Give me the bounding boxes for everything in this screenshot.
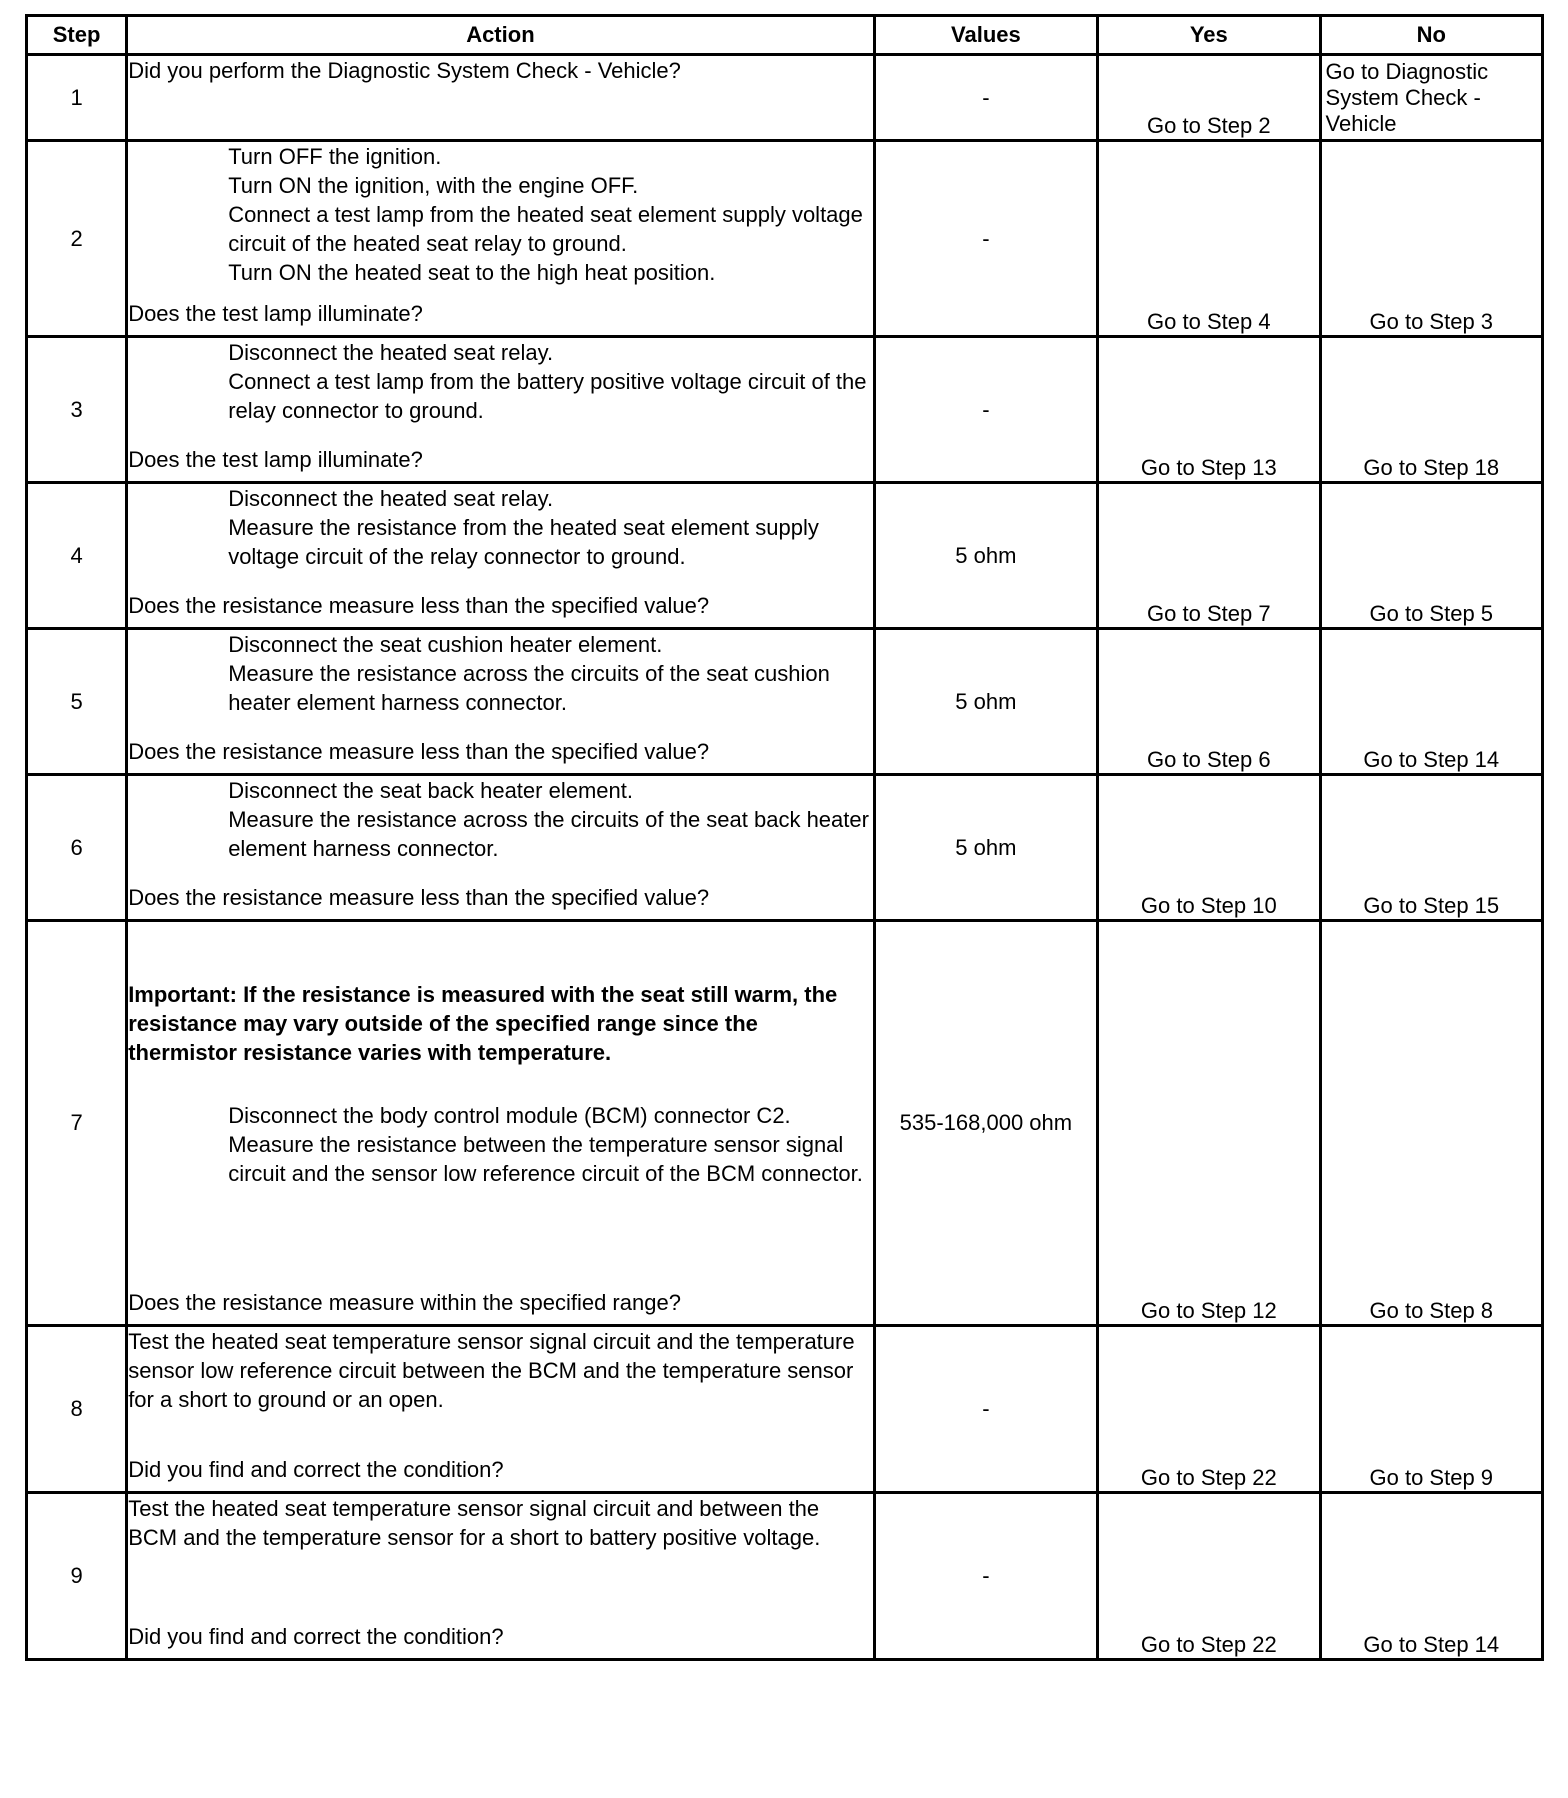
yes-cell: Go to Step 12 (1098, 921, 1320, 1326)
action-line: Measure the resistance from the heated seat element supply voltage circuit of the relay connector to ground. (228, 515, 819, 569)
question: Did you find and correct the condition? (128, 1624, 504, 1649)
no-cell: Go to Step 8 (1320, 921, 1542, 1326)
action-line: Measure the resistance across the circuits of the seat back heater element harness connector. (228, 807, 869, 861)
action-line: Measure the resistance across the circuits of the seat cushion heater element harness connector. (228, 661, 830, 715)
header-values: Values (874, 16, 1097, 55)
action-line: Disconnect the heated seat relay. (228, 486, 554, 511)
value-cell: 5 ohm (874, 483, 1097, 629)
no-cell: Go to Diagnostic System Check - Vehicle (1320, 55, 1542, 141)
action-cell (127, 141, 874, 337)
question: Does the test lamp illuminate? (128, 301, 423, 326)
action-line: Connect a test lamp from the battery positive voltage circuit of the relay connector to ground. (228, 369, 867, 423)
action-cell (127, 775, 874, 921)
table-row (27, 141, 1543, 337)
step-number: 5 (27, 629, 127, 775)
value-cell: 535-168,000 ohm (874, 921, 1097, 1326)
action-cell (127, 921, 874, 1326)
action-text: Test the heated seat temperature sensor signal circuit and between the BCM and the temperature sensor for a short to battery positive voltage. (128, 1496, 821, 1550)
step-number: 7 (27, 921, 127, 1326)
question: Does the test lamp illuminate? (128, 447, 423, 472)
question: Does the resistance measure less than the specified value? (128, 593, 710, 618)
important-note: Important: If the resistance is measured with the seat still warm, the resistance may vary outside of the specified range since the thermistor resistance varies with temperature. (128, 982, 838, 1065)
yes-cell: Go to Step 6 (1098, 629, 1320, 775)
question: Does the resistance measure less than the specified value? (128, 739, 710, 764)
table-row (27, 775, 1543, 921)
header-step: Step (27, 16, 127, 55)
question: Did you find and correct the condition? (128, 1457, 504, 1482)
action-text: Test the heated seat temperature sensor signal circuit and the temperature sensor low reference circuit between the BCM and the temperature sensor for a short to ground or an open. (128, 1329, 855, 1412)
header-no: No (1320, 16, 1542, 55)
action-line: Disconnect the seat cushion heater element. (228, 632, 663, 657)
action-line: Disconnect the body control module (BCM) connector C2. (228, 1103, 791, 1128)
yes-cell: Go to Step 10 (1098, 775, 1320, 921)
step-number: 1 (27, 55, 127, 141)
no-cell: Go to Step 9 (1320, 1326, 1542, 1493)
value-cell: - (874, 141, 1097, 337)
action-line: Connect a test lamp from the heated seat element supply voltage circuit of the heated seat relay to ground. (228, 202, 863, 256)
question: Did you perform the Diagnostic System Check - Vehicle? (128, 58, 681, 83)
value-cell: - (874, 55, 1097, 141)
action-line: Disconnect the seat back heater element. (228, 778, 633, 803)
table-row (27, 337, 1543, 483)
yes-cell: Go to Step 4 (1098, 141, 1320, 337)
header-yes: Yes (1098, 16, 1320, 55)
step-number: 8 (27, 1326, 127, 1493)
yes-cell: Go to Step 7 (1098, 483, 1320, 629)
action-cell (127, 1493, 874, 1660)
yes-cell: Go to Step 22 (1098, 1326, 1320, 1493)
no-cell: Go to Step 15 (1320, 775, 1542, 921)
table-row (27, 921, 1543, 1326)
action-cell (127, 337, 874, 483)
action-cell (127, 55, 874, 141)
action-cell (127, 1326, 874, 1493)
action-cell (127, 483, 874, 629)
step-number: 6 (27, 775, 127, 921)
diagnostic-table (25, 14, 1544, 1661)
table-row (27, 55, 1543, 141)
yes-cell: Go to Step 22 (1098, 1493, 1320, 1660)
question: Does the resistance measure within the specified range? (128, 1290, 681, 1315)
table-row (27, 483, 1543, 629)
step-number: 2 (27, 141, 127, 337)
table-row (27, 1493, 1543, 1660)
question: Does the resistance measure less than the specified value? (128, 885, 710, 910)
action-line: Turn OFF the ignition. (228, 144, 442, 169)
value-cell: - (874, 1326, 1097, 1493)
no-cell: Go to Step 5 (1320, 483, 1542, 629)
no-cell: Go to Step 3 (1320, 141, 1542, 337)
no-cell: Go to Step 14 (1320, 1493, 1542, 1660)
value-cell: 5 ohm (874, 629, 1097, 775)
step-number: 9 (27, 1493, 127, 1660)
table-row (27, 1326, 1543, 1493)
value-cell: - (874, 1493, 1097, 1660)
header-row (27, 16, 1543, 55)
action-line: Turn ON the heated seat to the high heat position. (228, 260, 716, 285)
header-action: Action (127, 16, 874, 55)
step-number: 4 (27, 483, 127, 629)
value-cell: 5 ohm (874, 775, 1097, 921)
yes-cell: Go to Step 13 (1098, 337, 1320, 483)
action-line: Turn ON the ignition, with the engine OFF. (228, 173, 639, 198)
value-cell: - (874, 337, 1097, 483)
action-line: Measure the resistance between the temperature sensor signal circuit and the sensor low reference circuit of the BCM connector. (228, 1132, 863, 1186)
table-row (27, 629, 1543, 775)
yes-cell: Go to Step 2 (1098, 55, 1320, 141)
step-number: 3 (27, 337, 127, 483)
no-cell: Go to Step 14 (1320, 629, 1542, 775)
no-cell: Go to Step 18 (1320, 337, 1542, 483)
action-cell (127, 629, 874, 775)
action-line: Disconnect the heated seat relay. (228, 340, 554, 365)
